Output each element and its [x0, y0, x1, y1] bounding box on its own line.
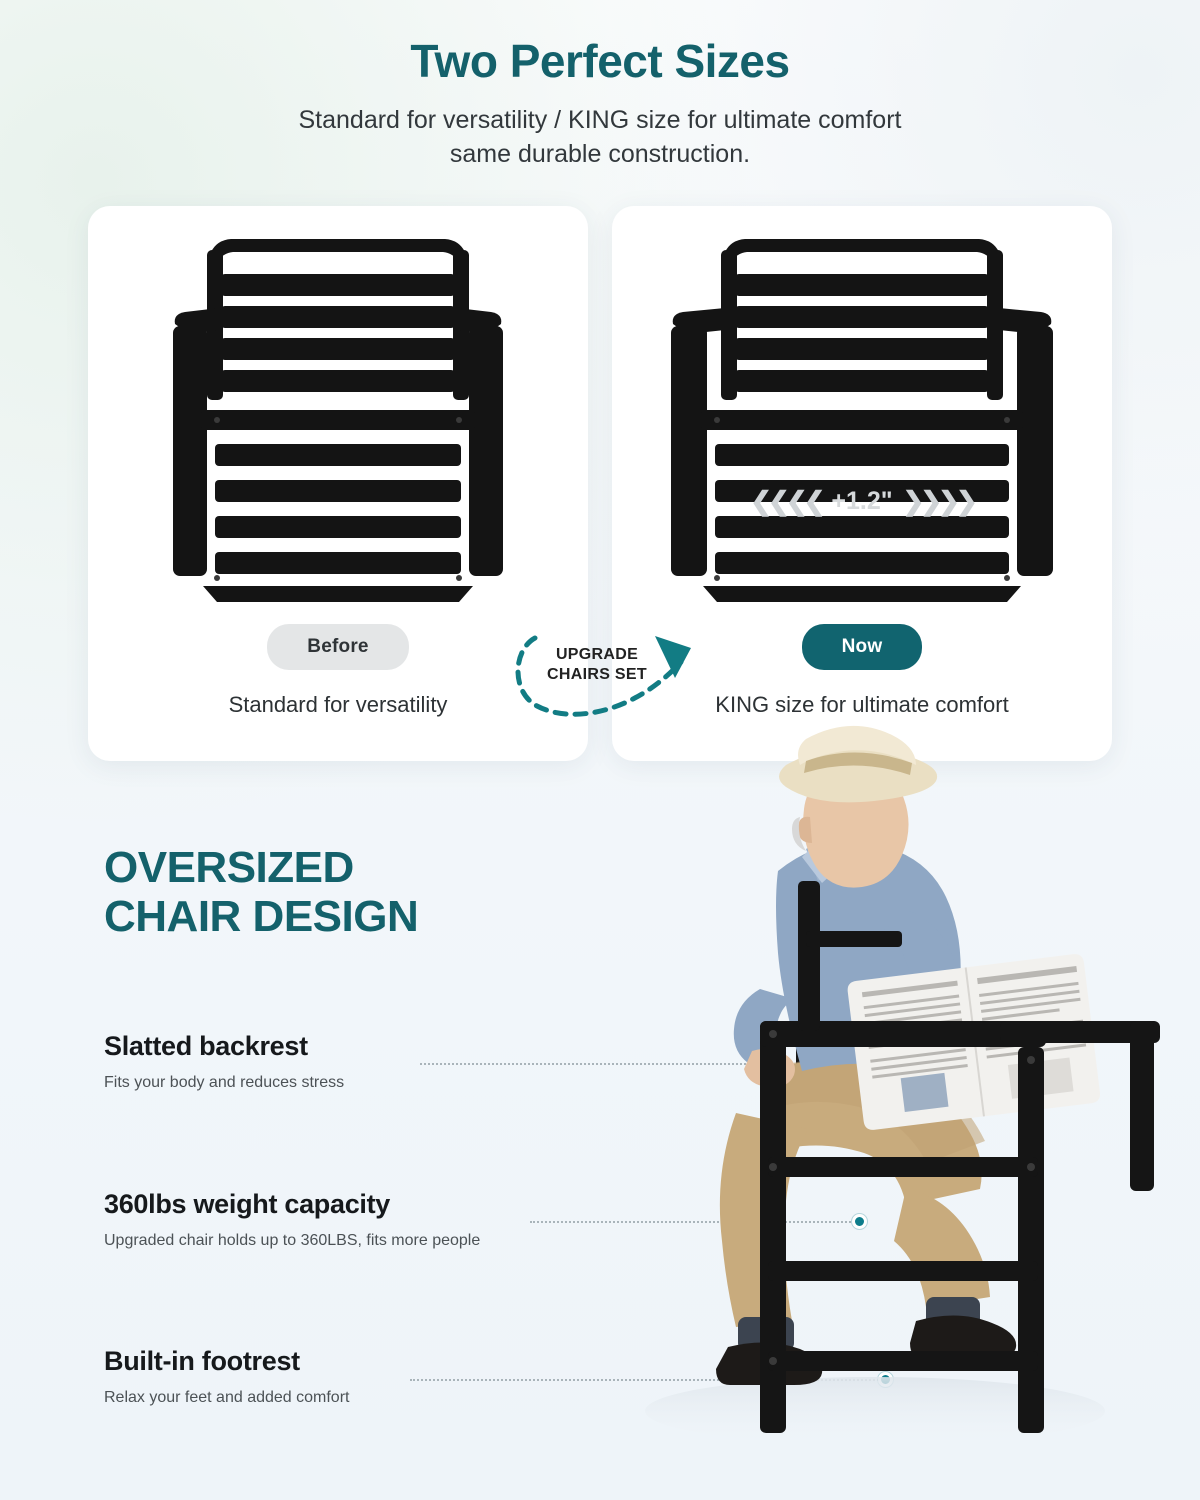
section-title: [104, 843, 418, 942]
page-subtitle: [0, 104, 1200, 172]
badge-now: Now: [802, 624, 923, 670]
chair-image-now: [612, 224, 1112, 624]
page-title: Two Perfect Sizes: [410, 35, 790, 87]
lifestyle-photo: [610, 721, 1170, 1461]
chevron-left-icons: ❮❮❮❮: [750, 485, 822, 516]
subtitle-line-1: Standard for versatility / KING size for ultimate comfort: [298, 106, 902, 134]
feature-slatted-backrest: [104, 1031, 574, 1092]
feature-title: 360lbs weight capacity: [104, 1188, 391, 1219]
section-title-line-2: CHAIR DESIGN: [104, 891, 419, 941]
width-increase-overlay: [750, 486, 974, 517]
card-now: [612, 206, 1112, 761]
feature-title: Built-in footrest: [104, 1345, 300, 1376]
card-before: [88, 206, 588, 761]
feature-title: Slatted backrest: [104, 1030, 308, 1061]
subtitle-line-2: same durable construction.: [449, 139, 751, 168]
caption-before: Standard for versatility: [228, 691, 448, 717]
upgrade-label-line-1: UPGRADE: [555, 646, 639, 663]
design-features-section: [0, 801, 1200, 1481]
chevron-right-icons: ❯❯❯❯: [902, 485, 974, 516]
badge-before: Before: [267, 624, 408, 670]
width-increase-value: +1.2": [831, 486, 893, 515]
caption-now: KING size for ultimate comfort: [715, 691, 1009, 717]
upgrade-label-line-2: CHAIRS SET: [547, 666, 647, 683]
feature-description: Upgraded chair holds up to 360LBS, fits more people: [104, 1231, 481, 1249]
section-title-line-1: OVERSIZED: [104, 842, 354, 892]
chair-image-before: [88, 224, 588, 624]
feature-description: Relax your feet and added comfort: [104, 1388, 350, 1406]
upgrade-label: [538, 645, 656, 685]
feature-description: Fits your body and reduces stress: [104, 1073, 345, 1091]
feature-weight-capacity: [104, 1189, 574, 1250]
king-chair-icon: [671, 234, 1053, 614]
standard-chair-icon: [173, 234, 503, 614]
feature-footrest: [104, 1346, 574, 1407]
